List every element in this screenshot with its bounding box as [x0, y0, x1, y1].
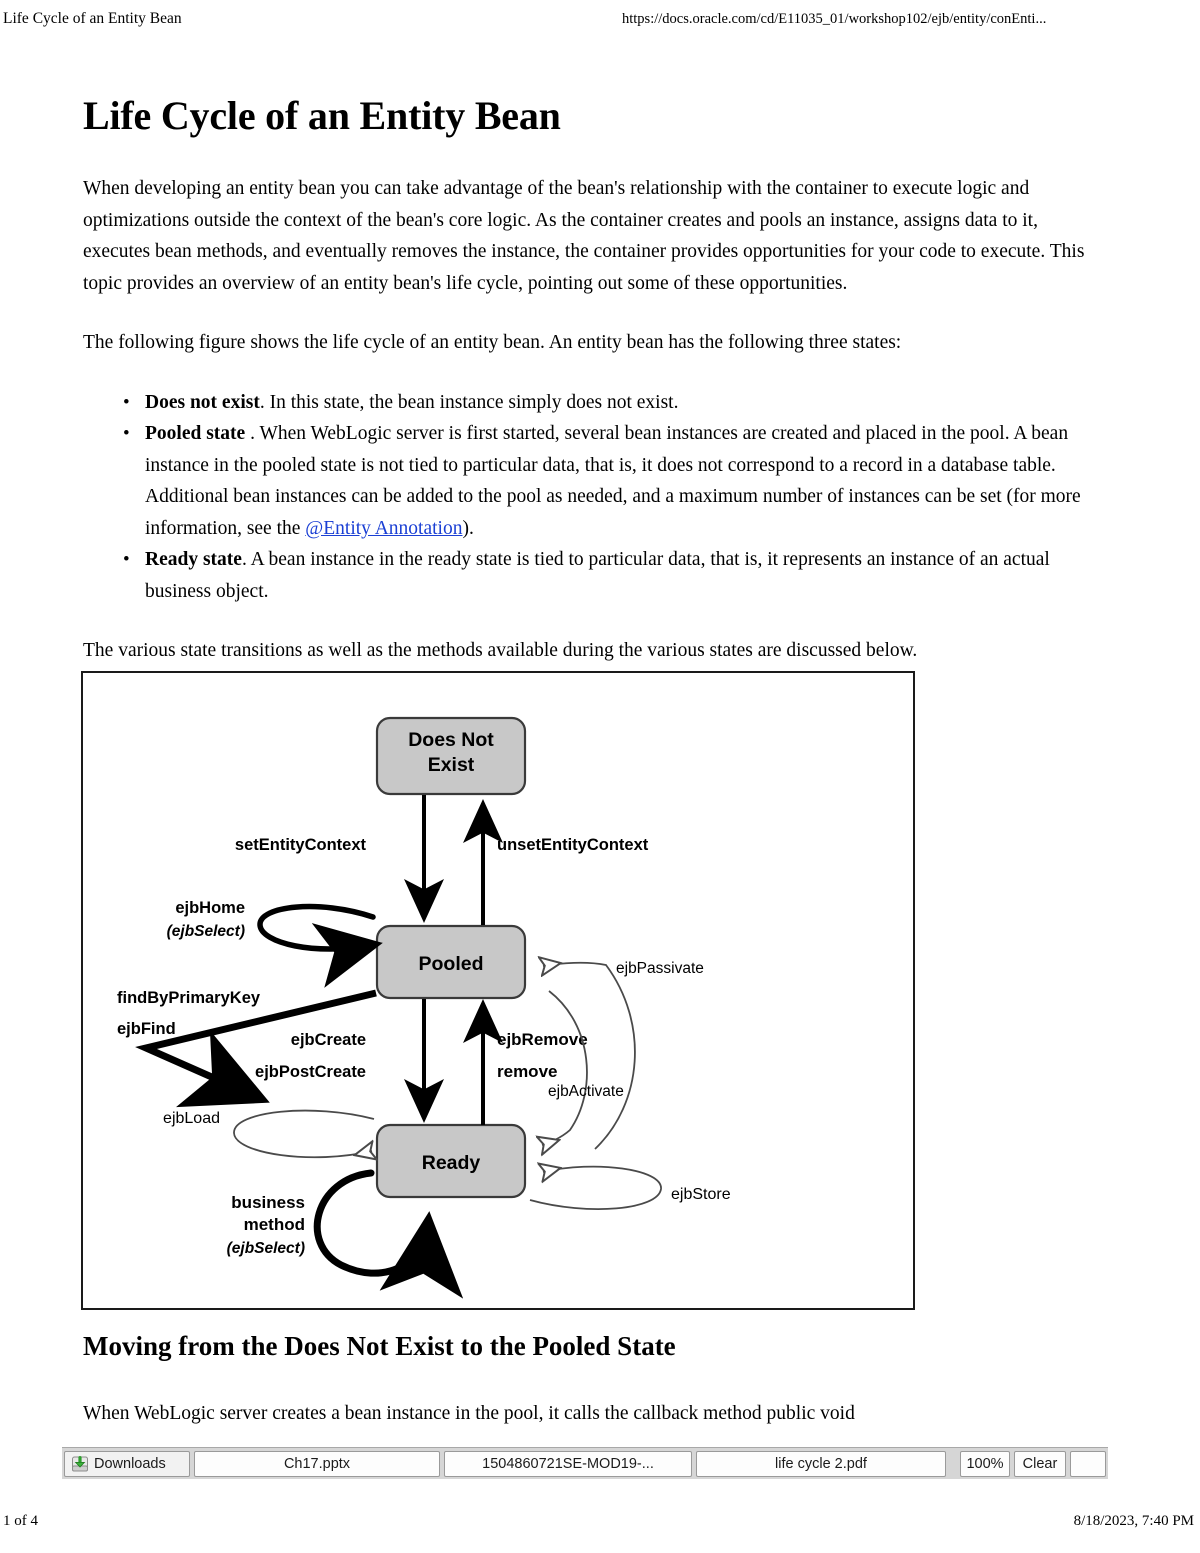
transition-ejb-home	[167, 899, 373, 949]
state-description: . When WebLogic server is first started, several bean instances are created and placed in the pool. A bean instance in the pooled state is not tied to particular data, that is, it does not correspond to a record in a database table. Additional bean instances can be added to the pool as needed, and a maximum number of instances can be set (for more information, see the	[145, 423, 1081, 539]
state-label-line2: Exist	[427, 754, 475, 776]
state-description: . In this state, the bean instance simply does not exist.	[259, 391, 679, 413]
state-label-line1: Pooled	[418, 953, 484, 975]
print-header	[0, 8, 1200, 30]
state-box-pooled	[377, 926, 525, 998]
state-term: Does not exist	[145, 391, 260, 413]
transition-sub-label: (ejbSelect)	[226, 1240, 305, 1257]
transition-label-2: ejbFind	[117, 1020, 176, 1038]
transition-label-2: method	[243, 1215, 305, 1234]
print-footer	[0, 1510, 1200, 1532]
taskbar-item-label: Ch17.pptx	[283, 1455, 351, 1472]
taskbar-item-ch17[interactable]	[194, 1451, 440, 1477]
transition-label: ejbActivate	[548, 1083, 624, 1100]
zoom-level-label: 100%	[966, 1455, 1004, 1472]
list-item	[145, 544, 1093, 607]
downloads-button[interactable]	[64, 1451, 190, 1477]
list-item	[145, 387, 1093, 419]
print-header-url: https://docs.oracle.com/cd/E11035_01/workshop102/ejb/entity/conEnti...	[622, 11, 1047, 27]
state-description: . A bean instance in the ready state is tied to particular data, that is, it represents an instance of an actual business object.	[145, 549, 1050, 602]
transition-unset-entity-context	[483, 807, 649, 925]
transition-label: setEntityContext	[234, 836, 366, 854]
transition-ejb-passivate	[543, 960, 704, 1149]
transition-ejb-store	[530, 1167, 731, 1210]
transition-label-2: ejbPostCreate	[255, 1063, 366, 1081]
state-label-line1: Ready	[421, 1152, 481, 1174]
section-heading: Moving from the Does Not Exist to the Pooled State	[83, 1331, 676, 1361]
downloads-label: Downloads	[94, 1455, 166, 1472]
download-icon	[71, 1455, 89, 1473]
transition-label: ejbStore	[671, 1186, 731, 1203]
clear-label: Clear	[1022, 1455, 1058, 1472]
state-box-ready	[377, 1125, 525, 1197]
transition-label-2: remove	[497, 1062, 558, 1081]
state-term: Ready state	[145, 549, 242, 571]
transition-label: ejbHome	[175, 899, 245, 917]
page-number: 1 of 4	[3, 1513, 38, 1529]
downloads-taskbar	[62, 1447, 1108, 1479]
clear-downloads-button[interactable]	[1014, 1451, 1066, 1477]
transition-sub-label: (ejbSelect)	[166, 923, 245, 940]
transition-label: ejbLoad	[163, 1110, 220, 1127]
transition-ejb-remove	[483, 1007, 588, 1125]
transitions-paragraph: The various state transitions as well as the methods available during the various states are discussed below.	[83, 640, 918, 662]
intro-paragraph: When developing an entity bean you can take advantage of the bean's relationship with the container to execute logic and optimizations outside the context of the bean's core logic. As the container creates and pools an instance, assigns data to it, executes bean methods, and eventually removes the instance, the container provides opportunities for your code to execute. This topic provides an overview of an entity bean's life cycle, pointing out some of these opportunities.	[83, 178, 1085, 294]
page-title: Life Cycle of an Entity Bean	[83, 93, 561, 138]
state-term: Pooled state	[145, 423, 246, 445]
transition-label: ejbCreate	[290, 1031, 366, 1049]
print-header-title: Life Cycle of an Entity Bean	[3, 10, 182, 27]
list-item	[145, 418, 1093, 544]
section-paragraph: When WebLogic server creates a bean instance in the pool, it calls the callback method public void	[83, 1402, 855, 1424]
zoom-level-button[interactable]	[960, 1451, 1010, 1477]
entity-bean-lifecycle-diagram	[81, 671, 915, 1310]
entity-bean-state-list	[83, 387, 1093, 608]
state-description-after: ).	[462, 517, 474, 539]
taskbar-overflow-button[interactable]	[1070, 1451, 1106, 1477]
lifecycle-state-diagram-svg	[83, 673, 913, 1308]
transition-label: ejbPassivate	[616, 960, 704, 977]
entity-annotation-link[interactable]: @Entity Annotation	[305, 517, 463, 539]
transition-ejb-load	[163, 1110, 374, 1157]
state-label-line1: Does Not	[408, 729, 494, 751]
transition-label: unsetEntityContext	[497, 836, 649, 854]
transition-set-entity-context	[235, 795, 424, 915]
figure-lead-in-paragraph: The following figure shows the life cycle of an entity bean. An entity bean has the following three states:	[83, 332, 902, 354]
taskbar-item-label: 1504860721SE-MOD19-...	[482, 1455, 654, 1472]
article-content	[83, 95, 1093, 695]
print-timestamp: 8/18/2023, 7:40 PM	[1073, 1513, 1194, 1529]
taskbar-item-life-cycle-pdf[interactable]	[696, 1451, 946, 1477]
transition-label: findByPrimaryKey	[117, 989, 261, 1007]
taskbar-item-label: life cycle 2.pdf	[775, 1455, 867, 1472]
transition-label: ejbRemove	[497, 1030, 588, 1049]
section-block	[83, 1332, 1093, 1429]
taskbar-item-mod19[interactable]	[444, 1451, 692, 1477]
transition-label: business	[231, 1193, 305, 1212]
state-box-does-not-exist	[377, 718, 525, 794]
